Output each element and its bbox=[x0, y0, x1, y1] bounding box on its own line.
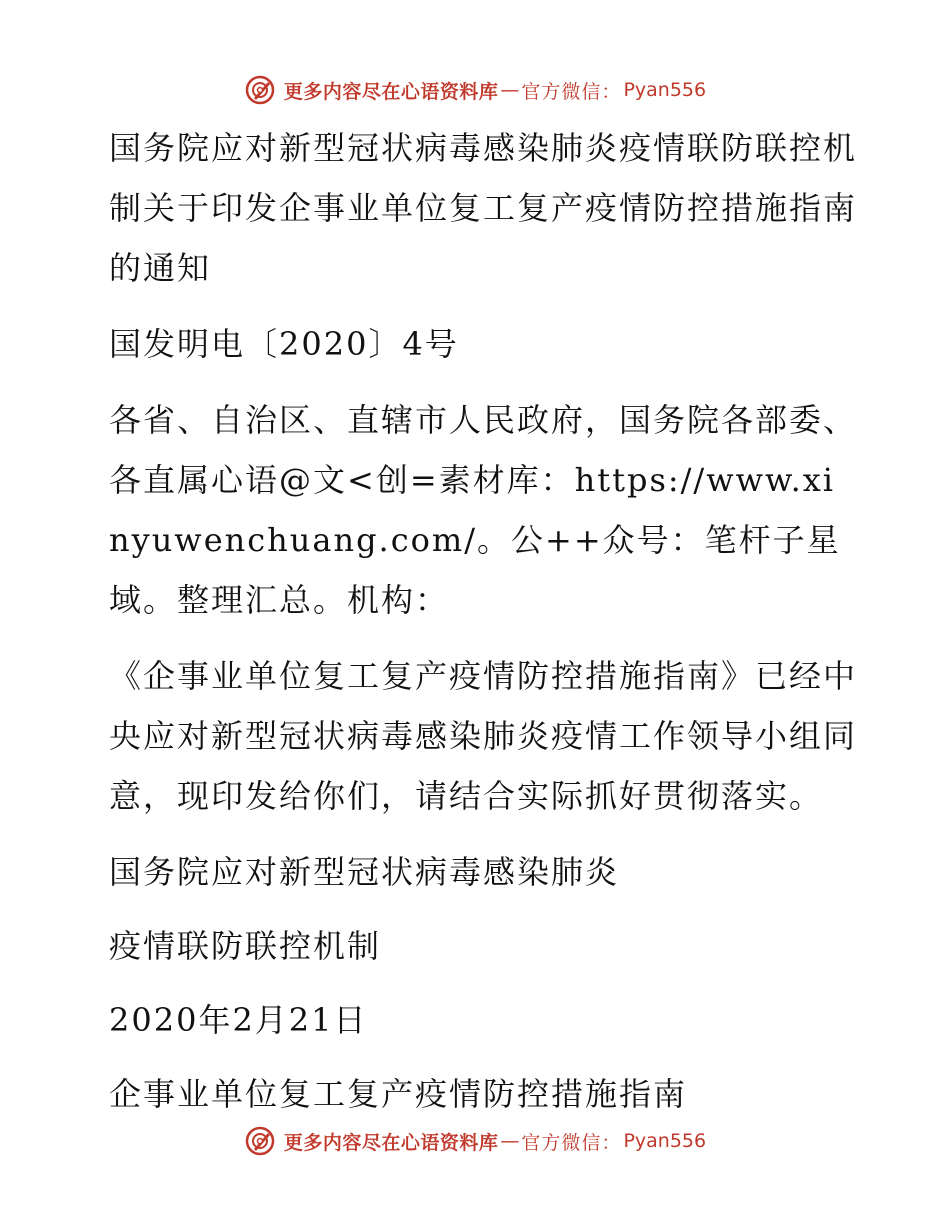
document-date: 2020年2月21日 bbox=[109, 1001, 368, 1039]
brand-logo-icon bbox=[244, 74, 276, 106]
footer-banner bbox=[0, 1121, 950, 1161]
banner-slogan: 更多内容尽在心语资料库 bbox=[283, 80, 499, 103]
document-recipients: 各省、自治区、直辖市人民政府，国务院各部委、各直属心语@文<创=素材库：https://www.xinyuwenchuang.com/。公++众号：笔杆子星域。整理汇总。机构： bbox=[109, 401, 858, 619]
document-title: 国务院应对新型冠状病毒感染肺炎疫情联防联控机制关于印发企事业单位复工复产疫情防控措施指南的通知 bbox=[109, 129, 858, 287]
document-body: 《企事业单位复工复产疫情防控措施指南》已经中央应对新型冠状病毒感染肺炎疫情工作领导小组同意，现印发给你们，请结合实际抓好贯彻落实。 bbox=[109, 657, 858, 815]
signature-line-2: 疫情联防联控机制 bbox=[109, 927, 382, 965]
banner-separator: — bbox=[500, 1130, 520, 1152]
document-content bbox=[97, 118, 857, 1138]
header-banner bbox=[0, 70, 950, 110]
banner-wechat-label: 官方微信： bbox=[521, 80, 622, 103]
banner-wechat-id: Pyan556 bbox=[623, 79, 707, 101]
banner-wechat-label: 官方微信： bbox=[521, 1131, 622, 1154]
banner-separator: — bbox=[500, 79, 520, 101]
document-number: 国发明电〔2020〕4号 bbox=[109, 325, 459, 363]
signature-line-1: 国务院应对新型冠状病毒感染肺炎 bbox=[109, 853, 620, 891]
brand-logo-icon bbox=[244, 1125, 276, 1157]
attachment-title: 企事业单位复工复产疫情防控措施指南 bbox=[109, 1075, 688, 1113]
banner-wechat-id: Pyan556 bbox=[623, 1130, 707, 1152]
banner-slogan: 更多内容尽在心语资料库 bbox=[283, 1131, 499, 1154]
